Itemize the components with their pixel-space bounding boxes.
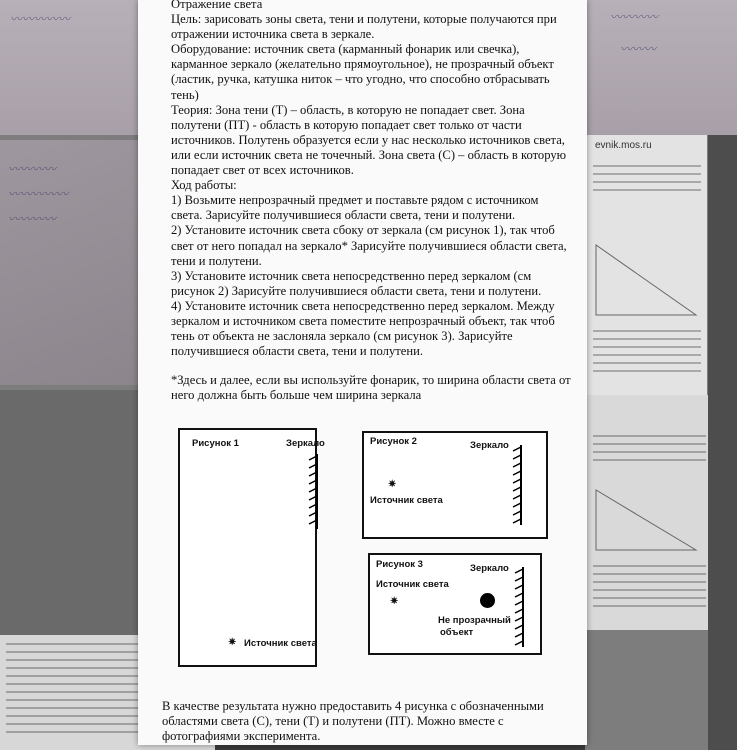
handwriting-scribble: 〰〰〰〰 — [8, 212, 57, 226]
figure-2-source-label: Источник света — [370, 495, 443, 506]
handwriting-scribble: 〰〰〰〰〰 — [10, 12, 71, 26]
mirror-icon — [512, 445, 522, 525]
opaque-object-icon — [480, 593, 495, 608]
light-source-icon: ✷ — [390, 596, 399, 607]
light-source-icon: ✷ — [228, 637, 237, 648]
triangle-diagram-thumbnail — [591, 485, 701, 555]
figure-2-mirror-label: Зеркало — [470, 440, 509, 451]
equipment-paragraph: Оборудование: источник света (карманный фонарик или свечка), карманное зеркало (желательно прямоугольное), не прозрачный объект (ластик, ручка, катушка ниток – что угодно, что способно отбрасывать тень) — [171, 42, 554, 102]
phone-url-text: evnik.mos.ru — [595, 140, 652, 151]
handwriting-scribble: 〰〰〰〰〰 — [8, 187, 69, 201]
step-3: 3) Установите источник света непосредственно перед зеркалом (см рисунок 2) Зарисуйте получившиеся области света, тени и полутени. — [171, 268, 542, 298]
figure-3-source-label: Источник света — [376, 579, 449, 590]
mirror-icon — [514, 567, 524, 647]
figure-3-mirror-label: Зеркало — [470, 563, 509, 574]
handwriting-scribble: 〰〰〰 — [620, 42, 657, 56]
step-1: 1) Возьмите непрозрачный предмет и поставьте рядом с источником света. Зарисуйте получившиеся области света, тени и полутени. — [171, 193, 539, 223]
handwriting-scribble: 〰〰〰〰 — [8, 162, 57, 176]
step-4: 4) Установите источник света непосредственно перед зеркалом. Между зеркалом и источником света поместите непрозрачный объект, так чтоб тень от объекта не заслоняла зеркало (см рисунок 3). Зарисуйте получившиеся области света, тени и полутени. — [171, 298, 555, 359]
figure-2-title: Рисунок 2 — [370, 436, 417, 447]
document-sheet — [138, 0, 587, 745]
step-2: 2) Установите источник света сбоку от зеркала (см рисунок 1), так чтоб свет от него попадал на зеркало* Зарисуйте получившиеся области света, тени и полутени. — [171, 223, 567, 268]
theory-paragraph: Теория: Зона тени (Т) – область, в которую не попадает свет. Зона полутени (ПТ) - область в которую попадает свет только от части источников. Полутень образуется если у нас несколько источников света, или если источник света не точечный. Зона света (С) – область в которую попадает свет от всех источников. — [171, 102, 567, 178]
figure-3-object-label-line2: объект — [440, 627, 474, 638]
goal-paragraph: Цель: зарисовать зоны света, тени и полутени, которые получаются при отражении источника света в зеркале. — [171, 12, 557, 42]
figure-1-mirror-label: Зеркало — [286, 438, 325, 449]
background-dark-region — [0, 390, 142, 640]
handwriting-scribble: 〰〰〰〰 — [610, 10, 659, 24]
figure-3-object-label-line1: Не прозрачный — [438, 615, 511, 626]
mirror-icon — [308, 454, 318, 529]
figure-1-title: Рисунок 1 — [192, 438, 239, 449]
procedure-title: Ход работы: — [171, 178, 237, 193]
document-body — [171, 0, 571, 403]
figure-2 — [362, 431, 548, 539]
figure-3 — [368, 553, 542, 655]
figure-1-source-label: Источник света — [244, 638, 317, 649]
document-heading: Отражение света — [171, 0, 263, 11]
figure-3-title: Рисунок 3 — [376, 559, 423, 570]
result-paragraph: В качестве результата нужно предоставить 4 рисунка с обозначенными областями света (С), тени (Т) и полутени (ПТ). Можно вместе с фотографиями эксперимента. — [162, 698, 544, 743]
background-phone-screenshot — [587, 135, 707, 395]
triangle-diagram-thumbnail — [591, 240, 701, 320]
figure-1 — [178, 428, 325, 667]
background-phone-screenshot-2 — [587, 395, 712, 630]
background-notebook-photo-left — [0, 140, 142, 385]
footnote: *Здесь и далее, если вы используйте фонарик, то ширина области света от него должна быть больше чем ширина зеркала — [171, 373, 571, 403]
light-source-icon: ✷ — [388, 479, 397, 490]
background-dark-strip — [708, 135, 737, 750]
